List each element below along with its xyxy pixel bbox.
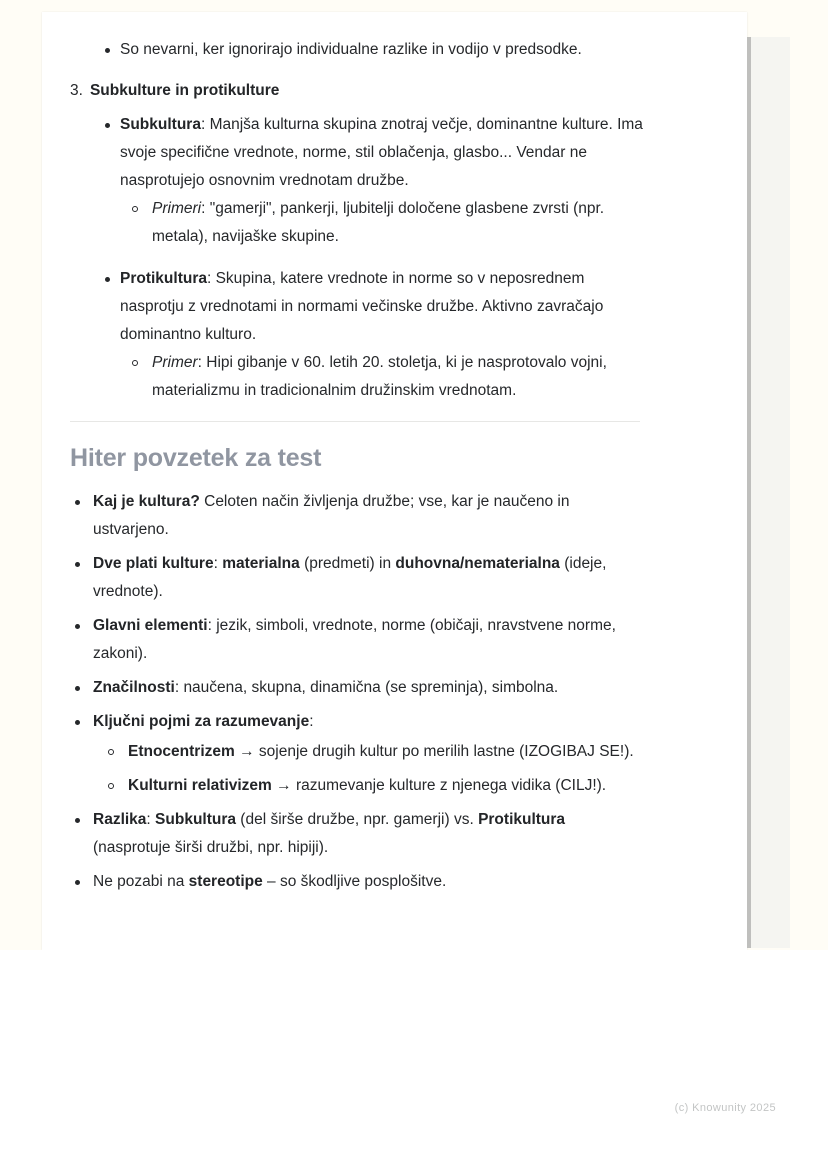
text-run: : "gamerji", pankerji, ljubitelji določene glasbene zvrsti (npr. metala), navijaške skupine. <box>152 200 605 245</box>
text-run: Protikultura <box>478 811 566 828</box>
item-title: Subkulture in protikulture <box>89 82 280 99</box>
text-run: Primer <box>152 354 198 371</box>
intro-list <box>70 36 644 64</box>
topic-list <box>70 111 644 405</box>
text-run: (predmeti) in <box>299 555 396 572</box>
section-divider <box>70 421 640 422</box>
text-run: Primeri <box>152 200 202 217</box>
sub-list <box>93 738 644 800</box>
page-below-area <box>0 950 828 1171</box>
sub-list <box>120 195 644 251</box>
list-item <box>70 674 644 702</box>
text-run: Ne pozabi na <box>93 873 189 890</box>
summary-heading: Hiter povzetek za test <box>70 444 322 472</box>
next-page-edge <box>747 37 790 948</box>
page-content <box>42 12 644 896</box>
list-item <box>70 111 644 251</box>
sub-list-item <box>93 772 644 800</box>
text-run: Razlika <box>93 811 147 828</box>
text-run: : jezik, simboli, vrednote, norme (običaji, nravstvene norme, zakoni). <box>93 617 616 662</box>
list-item <box>70 612 644 668</box>
list-item <box>70 550 644 606</box>
text-run: (ideje, vrednote). <box>93 555 607 600</box>
text-run: Subkultura <box>155 811 236 828</box>
list-item <box>70 708 644 800</box>
text-run: Dve plati kulture <box>93 555 214 572</box>
text-run: Glavni elementi <box>93 617 208 634</box>
sub-list-item <box>120 349 644 405</box>
text-run: Kulturni relativizem <box>128 777 272 794</box>
text-run: : Skupina, katere vrednote in norme so v neposrednem nasprotju z vrednotami in normami večinske družbe. Aktivno zavračajo dominantno kulturo. <box>120 270 604 343</box>
text-run: : <box>309 713 314 730</box>
text-run: Celoten način življenja družbe; vse, kar je naučeno in ustvarjeno. <box>93 493 570 538</box>
text-run: (nasprotuje širši družbi, npr. hipiji). <box>93 839 329 856</box>
sub-list-item <box>93 738 644 766</box>
text-run: : <box>146 811 156 828</box>
text-run: – so škodljive posplošitve. <box>262 873 447 890</box>
text-run: Subkultura <box>120 116 201 133</box>
list-item <box>70 488 644 544</box>
text-run: : Hipi gibanje v 60. letih 20. stoletja, ki je nasprotovalo vojni, materializmu in tradicionalnim družinskim vrednotam. <box>152 354 607 399</box>
text-run: Kaj je kultura? <box>93 493 200 510</box>
text-run: Ključni pojmi za razumevanje <box>93 713 310 730</box>
list-item <box>70 265 644 405</box>
text-run: : <box>213 555 223 572</box>
text-run: → razumevanje kulture z njenega vidika (CILJ!). <box>271 777 607 794</box>
text-run: So nevarni, ker ignorirajo individualne razlike in vodijo v predsodke. <box>120 41 582 58</box>
text-run: : Manjša kulturna skupina znotraj večje, dominantne kulture. Ima svoje specifične vrednote, norme, stil oblačenja, glasbo... Vendar ne nasprotujejo osnovnim vrednotam družbe. <box>120 116 643 189</box>
footer-copyright: (c) Knowunity 2025 <box>674 1102 776 1114</box>
list-item <box>70 36 644 64</box>
summary-list <box>70 488 644 896</box>
numbered-item <box>70 77 644 105</box>
document-page <box>42 12 747 950</box>
text-run: : naučena, skupna, dinamična (se spreminja), simbolna. <box>174 679 559 696</box>
text-run: duhovna/nematerialna <box>395 555 560 572</box>
list-item <box>70 806 644 862</box>
text-run: stereotipe <box>188 873 263 890</box>
text-run: → sojenje drugih kultur po merilih lastne (IZOGIBAJ SE!). <box>234 743 634 760</box>
text-run: materialna <box>222 555 300 572</box>
sub-list <box>120 349 644 405</box>
text-run: Značilnosti <box>93 679 175 696</box>
text-run: Protikultura <box>120 270 207 287</box>
text-run: (del širše družbe, npr. gamerji) vs. <box>236 811 479 828</box>
list-item <box>70 868 644 896</box>
text-run: Etnocentrizem <box>128 743 235 760</box>
item-number: 3. <box>70 82 83 99</box>
sub-list-item <box>120 195 644 251</box>
